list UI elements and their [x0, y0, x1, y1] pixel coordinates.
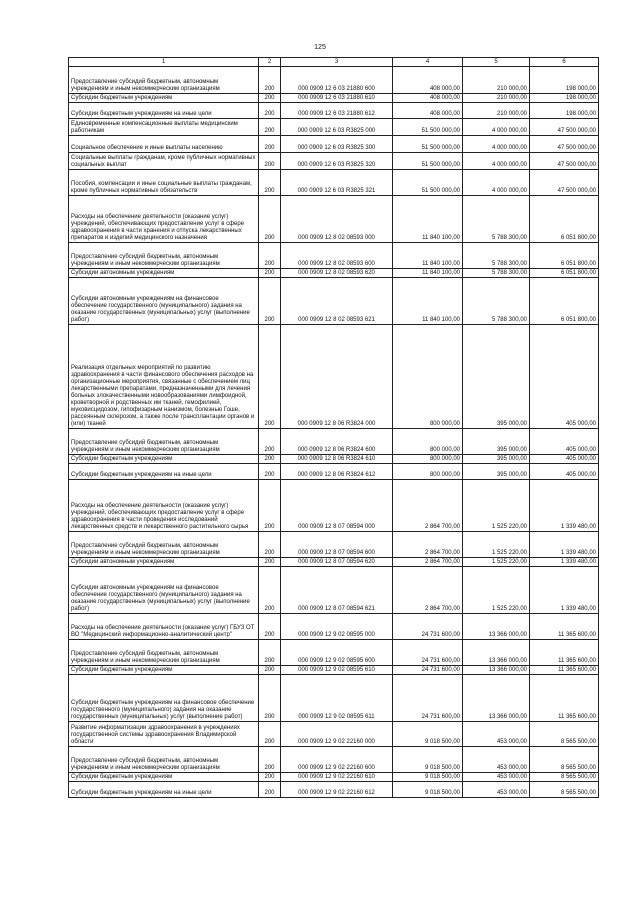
- table-row: [69, 278, 599, 325]
- row-name: Пособия, компенсации и иные социальные выплаты гражданам, кроме публичных нормативных обязательств: [69, 170, 259, 196]
- row-amount-col6: 47 500 000,00: [530, 153, 599, 170]
- row-group-code: 200: [259, 567, 281, 614]
- row-name: Предоставление субсидий бюджетным, автономным учреждениям и иным некоммерческим организациям: [69, 67, 259, 94]
- row-amount-col6: 11 365 600,00: [530, 666, 599, 675]
- table-row: [69, 243, 599, 269]
- row-amount-col6: 405 000,00: [530, 429, 599, 455]
- row-amount-col6: 8 565 500,00: [530, 747, 599, 773]
- row-amount-col6: 8 565 500,00: [530, 782, 599, 798]
- row-amount-col4: 9 018 500,00: [393, 722, 463, 747]
- row-budget-code: 000 0909 12 8 07 08594 000: [281, 480, 393, 532]
- row-amount-col4: 51 500 000,00: [393, 136, 463, 153]
- row-budget-code: 000 0909 12 9 02 08595 000: [281, 614, 393, 640]
- table-row: [69, 196, 599, 243]
- row-amount-col5: 4 000 000,00: [463, 170, 530, 196]
- row-amount-col4: 51 500 000,00: [393, 119, 463, 136]
- row-amount-col6: 11 365 600,00: [530, 614, 599, 640]
- table-row: [69, 675, 599, 722]
- row-budget-code: 000 0909 12 8 07 08594 621: [281, 567, 393, 614]
- row-amount-col5: 13 366 000,00: [463, 666, 530, 675]
- row-budget-code: 000 0909 12 9 02 22160 610: [281, 773, 393, 782]
- table-row: [69, 464, 599, 480]
- row-amount-col6: 405 000,00: [530, 464, 599, 480]
- row-name: Развитие информатизации здравоохранения в учреждениях государственной системы здравоохранения Владимирской области: [69, 722, 259, 747]
- row-name: Предоставление субсидий бюджетным, автономным учреждениям и иным некоммерческим организациям: [69, 243, 259, 269]
- row-amount-col5: 453 000,00: [463, 773, 530, 782]
- row-name: Субсидии автономным учреждениям на финансовое обеспечение государственного (муниципального) задания на оказание государственных (муниципальных) услуг (выполнение работ): [69, 278, 259, 325]
- row-budget-code: 000 0909 12 8 06 R3824 612: [281, 464, 393, 480]
- row-amount-col5: 210 000,00: [463, 94, 530, 103]
- row-budget-code: 000 0909 12 8 07 08594 620: [281, 558, 393, 567]
- row-amount-col4: 800 000,00: [393, 325, 463, 429]
- column-header-6: 6: [530, 58, 599, 67]
- column-header-4: 4: [393, 58, 463, 67]
- column-header-5: 5: [463, 58, 530, 67]
- row-amount-col5: 4 000 000,00: [463, 119, 530, 136]
- row-amount-col5: 5 788 300,00: [463, 278, 530, 325]
- table-row: [69, 782, 599, 798]
- row-amount-col4: 408 000,00: [393, 103, 463, 119]
- row-budget-code: 000 0909 12 8 02 08593 621: [281, 278, 393, 325]
- row-amount-col5: 395 000,00: [463, 429, 530, 455]
- row-amount-col6: 1 339 480,00: [530, 480, 599, 532]
- row-amount-col6: 198 000,00: [530, 67, 599, 94]
- row-name: Предоставление субсидий бюджетным, автономным учреждениям и иным некоммерческим организациям: [69, 640, 259, 666]
- row-amount-col5: 453 000,00: [463, 722, 530, 747]
- row-amount-col4: 24 731 600,00: [393, 666, 463, 675]
- row-name: Субсидии бюджетным учреждениям на иные цели: [69, 464, 259, 480]
- table-row: [69, 567, 599, 614]
- row-budget-code: 000 0909 12 6 03 R3825 000: [281, 119, 393, 136]
- row-group-code: 200: [259, 103, 281, 119]
- row-group-code: 200: [259, 773, 281, 782]
- row-group-code: 200: [259, 269, 281, 278]
- row-amount-col6: 6 051 800,00: [530, 243, 599, 269]
- row-name: Реализация отдельных мероприятий по развитию здравоохранения в части финансового обеспечения расходов на организационные мероприятия, связанные с обеспечением лиц лекарственными препаратами, предназначенными для лечения больных злокачественными новообразованиями лимфоидной, кроветворной и родственных им тканей, гемофилией, муковисцидозом, гипофизарным нанизмом, болезнью Гоше, рассеянным склерозом, а также после трансплантации органов и (или) тканей: [69, 325, 259, 429]
- row-amount-col6: 405 000,00: [530, 455, 599, 464]
- row-budget-code: 000 0909 12 9 02 08595 610: [281, 666, 393, 675]
- row-amount-col6: 198 000,00: [530, 103, 599, 119]
- table-row: [69, 558, 599, 567]
- row-group-code: 200: [259, 464, 281, 480]
- row-budget-code: 000 0909 12 9 02 22160 000: [281, 722, 393, 747]
- row-name: Единовременные компенсационные выплаты медицинским работникам: [69, 119, 259, 136]
- row-amount-col5: 4 000 000,00: [463, 136, 530, 153]
- column-header-2: 2: [259, 58, 281, 67]
- row-amount-col4: 800 000,00: [393, 429, 463, 455]
- row-name: Социальные выплаты гражданам, кроме публичных нормативных социальных выплат: [69, 153, 259, 170]
- row-budget-code: 000 0909 12 6 03 21880 610: [281, 94, 393, 103]
- row-amount-col4: 51 500 000,00: [393, 170, 463, 196]
- row-amount-col5: 453 000,00: [463, 747, 530, 773]
- row-group-code: 200: [259, 782, 281, 798]
- row-name: Субсидии бюджетным учреждениям: [69, 455, 259, 464]
- row-amount-col6: 11 365 600,00: [530, 675, 599, 722]
- table-row: [69, 640, 599, 666]
- row-budget-code: 000 0909 12 8 02 08593 600: [281, 243, 393, 269]
- row-amount-col4: 11 840 100,00: [393, 269, 463, 278]
- row-group-code: 200: [259, 196, 281, 243]
- table-row: [69, 170, 599, 196]
- row-amount-col4: 9 018 500,00: [393, 782, 463, 798]
- row-group-code: 200: [259, 429, 281, 455]
- row-group-code: 200: [259, 532, 281, 558]
- row-name: Расходы на обеспечение деятельности (оказание услуг) ГБУЗ ОТ ВО "Медицинский информационно-аналитический центр": [69, 614, 259, 640]
- table-header: [69, 58, 599, 67]
- row-budget-code: 000 0909 12 8 06 R3824 610: [281, 455, 393, 464]
- row-amount-col6: 47 500 000,00: [530, 170, 599, 196]
- row-name: Предоставление субсидий бюджетным, автономным учреждениям и иным некоммерческим организациям: [69, 747, 259, 773]
- row-amount-col4: 2 864 700,00: [393, 558, 463, 567]
- row-amount-col4: 800 000,00: [393, 455, 463, 464]
- row-amount-col5: 13 366 000,00: [463, 614, 530, 640]
- row-amount-col5: 395 000,00: [463, 464, 530, 480]
- table-body: [69, 67, 599, 798]
- row-amount-col6: 1 339 480,00: [530, 532, 599, 558]
- row-amount-col4: 24 731 600,00: [393, 640, 463, 666]
- row-group-code: 200: [259, 747, 281, 773]
- row-amount-col4: 11 840 100,00: [393, 196, 463, 243]
- row-budget-code: 000 0909 12 9 02 22160 600: [281, 747, 393, 773]
- column-header-1: 1: [69, 58, 259, 67]
- row-group-code: 200: [259, 666, 281, 675]
- row-group-code: 200: [259, 243, 281, 269]
- row-name: Субсидии бюджетным учреждениям на иные цели: [69, 103, 259, 119]
- row-budget-code: 000 0909 12 8 06 R3824 000: [281, 325, 393, 429]
- row-name: Предоставление субсидий бюджетным, автономным учреждениям и иным некоммерческим организациям: [69, 429, 259, 455]
- row-amount-col6: 1 339 480,00: [530, 558, 599, 567]
- row-name: Субсидии бюджетным учреждениям: [69, 773, 259, 782]
- row-group-code: 200: [259, 119, 281, 136]
- row-budget-code: 000 0909 12 9 02 22160 612: [281, 782, 393, 798]
- row-amount-col6: 47 500 000,00: [530, 119, 599, 136]
- row-name: Социальное обеспечение и иные выплаты населению: [69, 136, 259, 153]
- row-amount-col4: 2 864 700,00: [393, 480, 463, 532]
- row-amount-col4: 800 000,00: [393, 464, 463, 480]
- row-amount-col5: 1 525 220,00: [463, 567, 530, 614]
- row-amount-col5: 13 366 000,00: [463, 640, 530, 666]
- row-amount-col6: 6 051 800,00: [530, 269, 599, 278]
- row-amount-col5: 5 788 300,00: [463, 196, 530, 243]
- row-group-code: 200: [259, 722, 281, 747]
- row-name: Субсидии бюджетным учреждениям на иные цели: [69, 782, 259, 798]
- row-amount-col6: 6 051 800,00: [530, 278, 599, 325]
- row-budget-code: 000 0909 12 9 02 08595 600: [281, 640, 393, 666]
- column-header-3: 3: [281, 58, 393, 67]
- row-budget-code: 000 0909 12 8 06 R3824 600: [281, 429, 393, 455]
- row-amount-col4: 408 000,00: [393, 67, 463, 94]
- row-amount-col5: 4 000 000,00: [463, 153, 530, 170]
- row-name: Предоставление субсидий бюджетным, автономным учреждениям и иным некоммерческим организациям: [69, 532, 259, 558]
- table-row: [69, 532, 599, 558]
- row-amount-col6: 8 565 500,00: [530, 773, 599, 782]
- table-row: [69, 722, 599, 747]
- table-row: [69, 455, 599, 464]
- table-row: [69, 480, 599, 532]
- row-amount-col5: 1 525 220,00: [463, 480, 530, 532]
- row-name: Субсидии автономным учреждениям: [69, 558, 259, 567]
- row-group-code: 200: [259, 614, 281, 640]
- row-amount-col5: 5 788 300,00: [463, 243, 530, 269]
- row-budget-code: 000 0909 12 6 03 21880 600: [281, 67, 393, 94]
- row-group-code: 200: [259, 640, 281, 666]
- row-group-code: 200: [259, 94, 281, 103]
- table-row: [69, 614, 599, 640]
- row-amount-col5: 453 000,00: [463, 782, 530, 798]
- row-name: Расходы на обеспечение деятельности (оказание услуг) учреждений, обеспечивающих предоставление услуг в сфере здравоохранения в части проведения исследований лекарственных средств и лекарственного растительного сырья: [69, 480, 259, 532]
- table-row: [69, 747, 599, 773]
- row-amount-col4: 11 840 100,00: [393, 243, 463, 269]
- row-amount-col4: 408 000,00: [393, 94, 463, 103]
- row-amount-col4: 9 018 500,00: [393, 773, 463, 782]
- row-amount-col6: 11 365 600,00: [530, 640, 599, 666]
- row-amount-col5: 1 525 220,00: [463, 558, 530, 567]
- row-amount-col5: 395 000,00: [463, 325, 530, 429]
- row-amount-col6: 47 500 000,00: [530, 136, 599, 153]
- row-budget-code: 000 0909 12 9 02 08595 611: [281, 675, 393, 722]
- row-group-code: 200: [259, 153, 281, 170]
- budget-table: [68, 57, 599, 798]
- row-amount-col5: 395 000,00: [463, 455, 530, 464]
- row-amount-col5: 13 366 000,00: [463, 675, 530, 722]
- row-name: Субсидии бюджетным учреждениям: [69, 94, 259, 103]
- table-row: [69, 269, 599, 278]
- row-budget-code: 000 0909 12 8 02 08593 620: [281, 269, 393, 278]
- row-amount-col4: 24 731 600,00: [393, 614, 463, 640]
- row-amount-col4: 11 840 100,00: [393, 278, 463, 325]
- table-row: [69, 153, 599, 170]
- row-group-code: 200: [259, 558, 281, 567]
- row-group-code: 200: [259, 278, 281, 325]
- table-row: [69, 136, 599, 153]
- row-amount-col5: 210 000,00: [463, 67, 530, 94]
- table-row: [69, 119, 599, 136]
- table-row: [69, 67, 599, 94]
- row-amount-col5: 5 788 300,00: [463, 269, 530, 278]
- row-budget-code: 000 0909 12 8 07 08594 600: [281, 532, 393, 558]
- row-amount-col4: 9 018 500,00: [393, 747, 463, 773]
- row-name: Субсидии бюджетным учреждениям на финансовое обеспечение государственного (муниципального) задания на оказание государственных (муниципальных) услуг (выполнение работ): [69, 675, 259, 722]
- row-amount-col6: 405 000,00: [530, 325, 599, 429]
- row-budget-code: 000 0909 12 6 03 R3825 320: [281, 153, 393, 170]
- row-amount-col6: 8 565 500,00: [530, 722, 599, 747]
- row-amount-col4: 24 731 600,00: [393, 675, 463, 722]
- row-group-code: 200: [259, 136, 281, 153]
- table-row: [69, 103, 599, 119]
- table-row: [69, 94, 599, 103]
- row-budget-code: 000 0909 12 6 03 R3825 321: [281, 170, 393, 196]
- row-group-code: 200: [259, 480, 281, 532]
- row-name: Расходы на обеспечение деятельности (оказание услуг) учреждений, обеспечивающих предоставление услуг в сфере здравоохранения в части хранения и отпуска лекарственных препаратов и изделий медицинского назначения: [69, 196, 259, 243]
- row-amount-col5: 210 000,00: [463, 103, 530, 119]
- row-amount-col5: 1 525 220,00: [463, 532, 530, 558]
- row-amount-col4: 2 864 700,00: [393, 532, 463, 558]
- table-row: [69, 773, 599, 782]
- row-group-code: 200: [259, 170, 281, 196]
- row-amount-col6: 6 051 800,00: [530, 196, 599, 243]
- row-amount-col4: 51 500 000,00: [393, 153, 463, 170]
- table-row: [69, 666, 599, 675]
- row-group-code: 200: [259, 675, 281, 722]
- row-group-code: 200: [259, 455, 281, 464]
- table-row: [69, 325, 599, 429]
- row-name: Субсидии бюджетным учреждениям: [69, 666, 259, 675]
- row-budget-code: 000 0909 12 6 03 21880 612: [281, 103, 393, 119]
- table-row: [69, 429, 599, 455]
- row-name: Субсидии автономным учреждениям на финансовое обеспечение государственного (муниципального) задания на оказание государственных (муниципальных) услуг (выполнение работ): [69, 567, 259, 614]
- row-budget-code: 000 0909 12 8 02 08593 000: [281, 196, 393, 243]
- row-name: Субсидии автономным учреждениям: [69, 269, 259, 278]
- row-group-code: 200: [259, 325, 281, 429]
- row-amount-col4: 2 864 700,00: [393, 567, 463, 614]
- row-group-code: 200: [259, 67, 281, 94]
- row-amount-col6: 1 339 480,00: [530, 567, 599, 614]
- page-number: 125: [314, 44, 326, 51]
- row-amount-col6: 198 000,00: [530, 94, 599, 103]
- row-budget-code: 000 0909 12 6 03 R3825 300: [281, 136, 393, 153]
